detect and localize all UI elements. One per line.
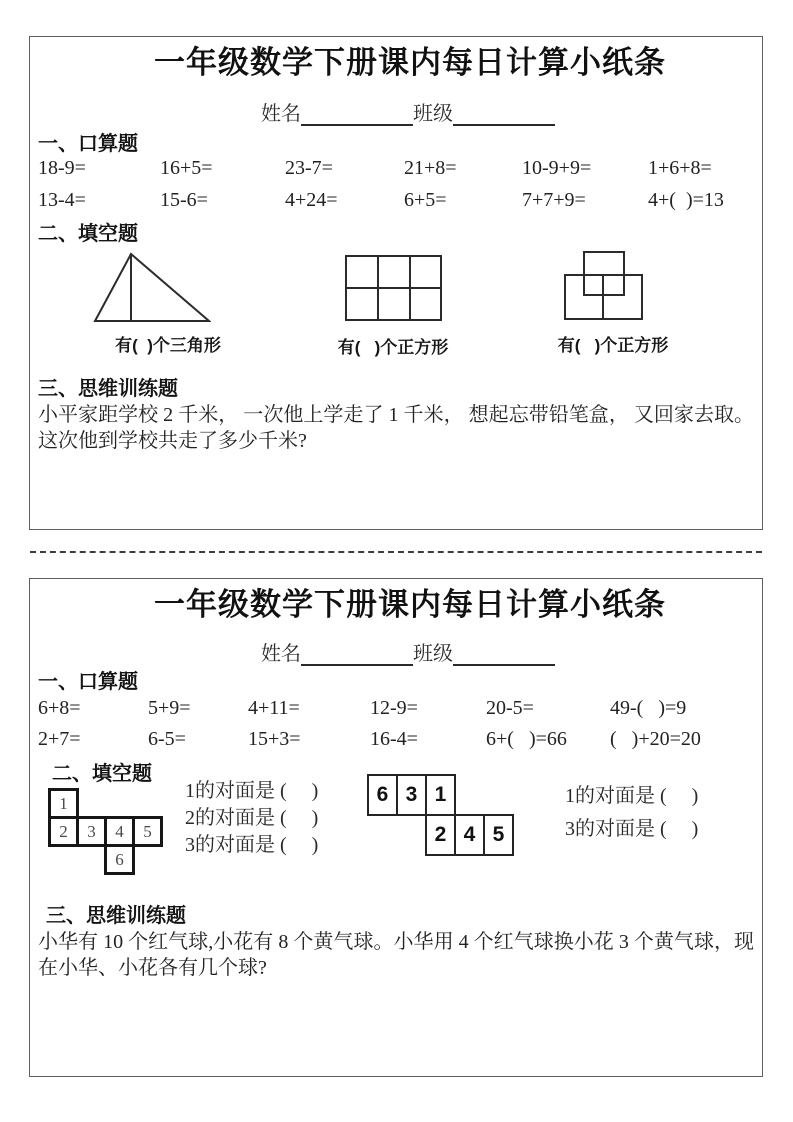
overlapping-squares-figure	[564, 251, 644, 321]
oral-problem: ( )+20=20	[610, 728, 701, 750]
slip1-oral-heading: 一、口算题	[38, 133, 138, 155]
opposite-face-questions	[565, 780, 698, 846]
net-cell: 6	[104, 844, 135, 875]
cut-line-divider	[30, 551, 762, 553]
net-cell: 1	[48, 788, 79, 819]
slip1-oral-row-2	[38, 189, 760, 212]
oral-problem: 6-5=	[148, 728, 186, 750]
oral-problem: 18-9=	[38, 157, 86, 179]
name-label: 姓名	[261, 103, 301, 125]
oral-problem: 21+8=	[404, 157, 457, 179]
triangle-figure	[93, 252, 211, 324]
cube-net-figure	[48, 788, 168, 880]
slip1-fill-heading: 二、填空题	[38, 223, 138, 245]
slip1-figures-row	[38, 247, 754, 363]
oral-problem: 10-9+9=	[522, 157, 592, 179]
question-line: 3的对面是 ( )	[185, 834, 319, 856]
net-cell: 4	[454, 814, 485, 856]
class-label: 班级	[413, 103, 453, 125]
slip2-thinking-problem: 小华有 10 个红气球,小花有 8 个黄气球。小华用 4 个红气球换小花 3 个黄气球，现在小华、小花各有几个球?	[38, 931, 754, 979]
oral-problem: 4+11=	[248, 697, 300, 719]
oral-problem: 13-4=	[38, 189, 86, 211]
figure-caption: 有( )个正方形	[337, 338, 449, 357]
net-cell: 2	[48, 816, 79, 847]
slip2-oral-heading: 一、口算题	[38, 671, 138, 693]
slip1-thinking-problem: 小平家距学校 2 千米， 一次他上学走了 1 千米， 想起忘带铅笔盒， 又回家去取。这次他到学校共走了多少千米?	[38, 404, 754, 452]
oral-problem: 4+( )=13	[648, 189, 724, 211]
question-line: 2的对面是 ( )	[185, 807, 319, 829]
oral-problem: 15+3=	[248, 728, 301, 750]
slip1-title: 一年级数学下册课内每日计算小纸条	[154, 45, 666, 80]
oral-problem: 1+6+8=	[648, 157, 712, 179]
net-cell: 1	[425, 774, 456, 816]
oral-problem: 12-9=	[370, 697, 418, 719]
oral-problem: 16+5=	[160, 157, 213, 179]
question-line: 1的对面是 ( )	[565, 785, 699, 807]
oral-problem: 20-5=	[486, 697, 534, 719]
slip2-oral-row-2	[38, 728, 760, 751]
name-label: 姓名	[261, 643, 301, 665]
net-cell: 5	[132, 816, 163, 847]
oral-problem: 2+7=	[38, 728, 81, 750]
squares-grid-figure	[345, 255, 442, 321]
oral-problem: 6+5=	[404, 189, 447, 211]
opposite-face-questions	[185, 778, 318, 859]
class-label: 班级	[413, 643, 453, 665]
net-cell: 4	[104, 816, 135, 847]
net-cell: 5	[483, 814, 514, 856]
class-blank-line	[453, 644, 555, 666]
slip1-oral-row-1	[38, 157, 760, 180]
name-blank-line	[301, 104, 413, 126]
slip2-fill-heading: 二、填空题	[52, 763, 152, 785]
figure-caption: 有( )个三角形	[115, 336, 221, 355]
net-cell: 2	[425, 814, 456, 856]
oral-problem: 4+24=	[285, 189, 338, 211]
slip2-figures-row	[38, 774, 754, 886]
net-cell: 6	[367, 774, 398, 816]
net-cell: 3	[76, 816, 107, 847]
oral-problem: 15-6=	[160, 189, 208, 211]
figure-caption: 有( )个正方形	[557, 336, 669, 355]
worksheet-slip-1	[29, 36, 763, 530]
oral-problem: 49-( )=9	[610, 697, 687, 719]
slip2-title: 一年级数学下册课内每日计算小纸条	[154, 587, 666, 622]
question-line: 1的对面是 ( )	[185, 780, 319, 802]
cube-net-staircase-figure	[367, 774, 517, 858]
slip1-name-class-line	[30, 97, 762, 126]
oral-problem: 16-4=	[370, 728, 418, 750]
slip1-thinking-heading: 三、思维训练题	[38, 378, 178, 400]
slip2-oral-row-1	[38, 697, 760, 720]
oral-problem: 6+( )=66	[486, 728, 567, 750]
worksheet-slip-2	[29, 578, 763, 1077]
net-cell: 3	[396, 774, 427, 816]
slip2-thinking-heading: 三、思维训练题	[46, 905, 186, 927]
oral-problem: 5+9=	[148, 697, 191, 719]
slip2-name-class-line	[30, 637, 762, 666]
name-blank-line	[301, 644, 413, 666]
oral-problem: 6+8=	[38, 697, 81, 719]
oral-problem: 7+7+9=	[522, 189, 586, 211]
oral-problem: 23-7=	[285, 157, 333, 179]
question-line: 3的对面是 ( )	[565, 818, 699, 840]
class-blank-line	[453, 104, 555, 126]
